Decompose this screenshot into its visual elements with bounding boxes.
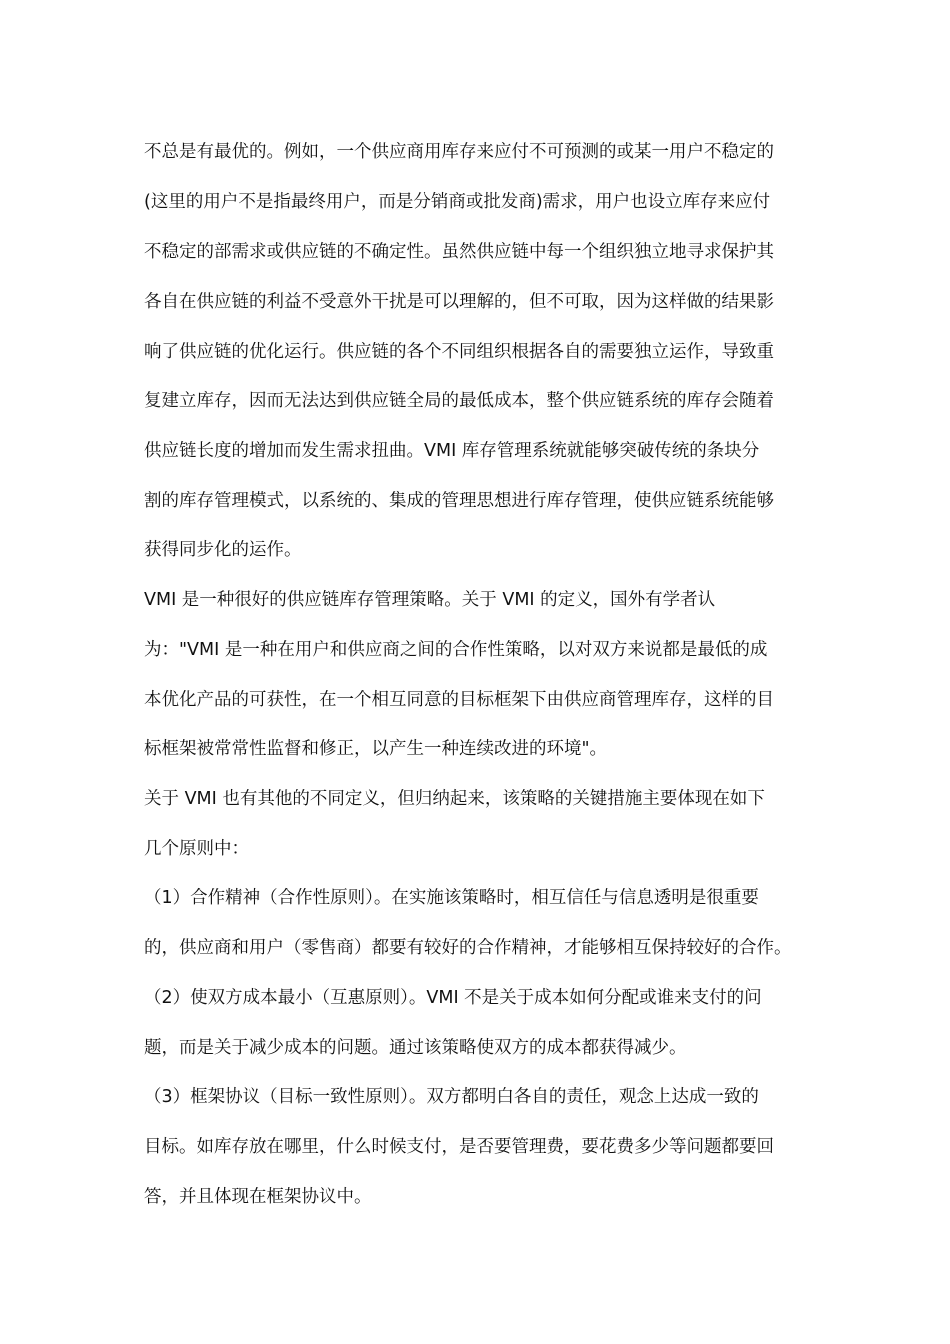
text-line: 答，并且体现在框架协议中。 [144, 1187, 372, 1207]
text-line: （2）使双方成本最小（互惠原则）。VMI 不是关于成本如何分配或谁来支付的问 [144, 988, 762, 1008]
text-line: 复建立库存，因而无法达到供应链全局的最低成本，整个供应链系统的库存会随着 [144, 391, 774, 411]
text-line: 各自在供应链的利益不受意外干扰是可以理解的，但不可取，因为这样做的结果影 [144, 292, 774, 312]
text-line: 不总是有最优的。例如，一个供应商用库存来应付不可预测的或某一用户不稳定的 [144, 142, 774, 162]
text-line: 供应链长度的增加而发生需求扭曲。VMI 库存管理系统就能够突破传统的条块分 [144, 441, 760, 461]
text-line: 关于 VMI 也有其他的不同定义，但归纳起来，该策略的关键措施主要体现在如下 [144, 789, 765, 809]
text-line: 本优化产品的可获性，在一个相互同意的目标框架下由供应商管理库存，这样的目 [144, 690, 774, 710]
text-line: (这里的用户不是指最终用户，而是分销商或批发商)需求，用户也设立库存来应付 [144, 192, 771, 212]
text-line: 响了供应链的优化运行。供应链的各个不同组织根据各自的需要独立运作，导致重 [144, 342, 774, 362]
text-line: （3）框架协议（目标一致性原则）。双方都明白各自的责任，观念上达成一致的 [144, 1087, 759, 1107]
text-line: （1）合作精神（合作性原则）。在实施该策略时，相互信任与信息透明是很重要 [144, 888, 759, 908]
text-line: 几个原则中： [144, 839, 249, 859]
text-line: 获得同步化的运作。 [144, 540, 302, 560]
text-line: 题，而是关于减少成本的问题。通过该策略使双方的成本都获得减少。 [144, 1038, 687, 1058]
text-line: 目标。如库存放在哪里，什么时候支付，是否要管理费，要花费多少等问题都要回 [144, 1137, 774, 1157]
text-line: 的，供应商和用户（零售商）都要有较好的合作精神，才能够相互保持较好的合作。 [144, 938, 792, 958]
text-line: 不稳定的部需求或供应链的不确定性。虽然供应链中每一个组织独立地寻求保护其 [144, 242, 774, 262]
text-line: 割的库存管理模式，以系统的、集成的管理思想进行库存管理，使供应链系统能够 [144, 491, 774, 511]
text-line: 标框架被常常性监督和修正，以产生一种连续改进的环境"。 [144, 739, 608, 759]
text-line: 为："VMI 是一种在用户和供应商之间的合作性策略，以对双方来说都是最低的成 [144, 640, 768, 660]
text-line: VMI 是一种很好的供应链库存管理策略。关于 VMI 的定义，国外有学者认 [144, 590, 716, 610]
